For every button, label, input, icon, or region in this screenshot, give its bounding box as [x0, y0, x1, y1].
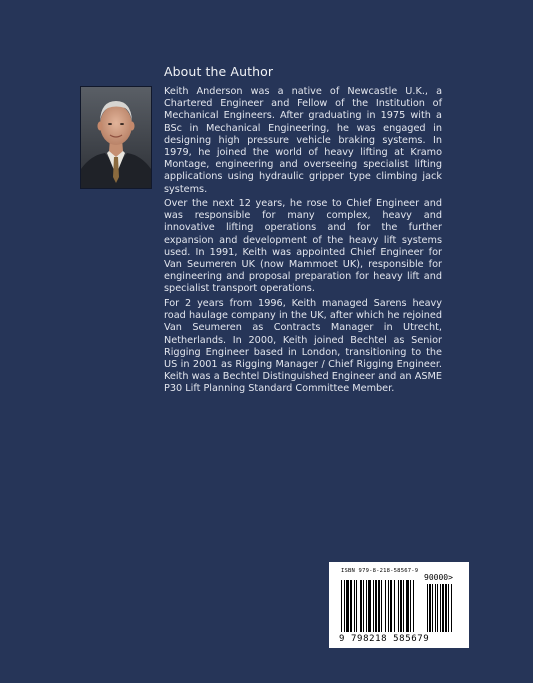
bio-paragraph-1: Keith Anderson was a native of Newcastle U.K., a Chartered Engineer and Fellow of the Institution of Mechanical Engineers. After graduating in 1975 with a BSc in Mechanical Engineering, he was engaged in designing high pressure vehicle braking systems. In 1979, he joined the world of heavy lifting at Kramo Montage, engineering and overseeing specialist lifting applications using hydraulic gripper type climbing jack systems. [164, 86, 442, 195]
author-portrait-image [81, 87, 151, 188]
price-code: 90000> [424, 573, 453, 582]
isbn-label: ISBN 979-8-218-58567-9 [341, 568, 419, 574]
author-photo [80, 86, 152, 189]
barcode-bars [341, 576, 459, 634]
isbn-digits: 9 798218 585679 [339, 634, 430, 644]
bio-paragraph-3: For 2 years from 1996, Keith managed Sarens heavy road haulage company in the UK, after which he rejoined Van Seumeren as Contracts Manager in Utrecht, Netherlands. In 2000, Keith joined Bechtel as Senior Rigging Engineer based in London, transitioning to the US in 2001 as Rigging Manager / Chief Rigging Engineer. Keith was a Bechtel Distinguished Engineer and an ASME P30 Lift Planning Standard Committee Member. [164, 298, 442, 395]
section-heading: About the Author [164, 64, 274, 79]
bio-paragraph-2: Over the next 12 years, he rose to Chief Engineer and was responsible for many complex, heavy and innovative lifting operations and for the further expansion and development of the heavy lift systems used. In 1991, Keith was appointed Chief Engineer for Van Seumeren UK (now Mammoet UK), responsible for engineering and proposal preparation for heavy lift and specialist transport operations. [164, 198, 442, 295]
isbn-barcode [329, 562, 469, 648]
